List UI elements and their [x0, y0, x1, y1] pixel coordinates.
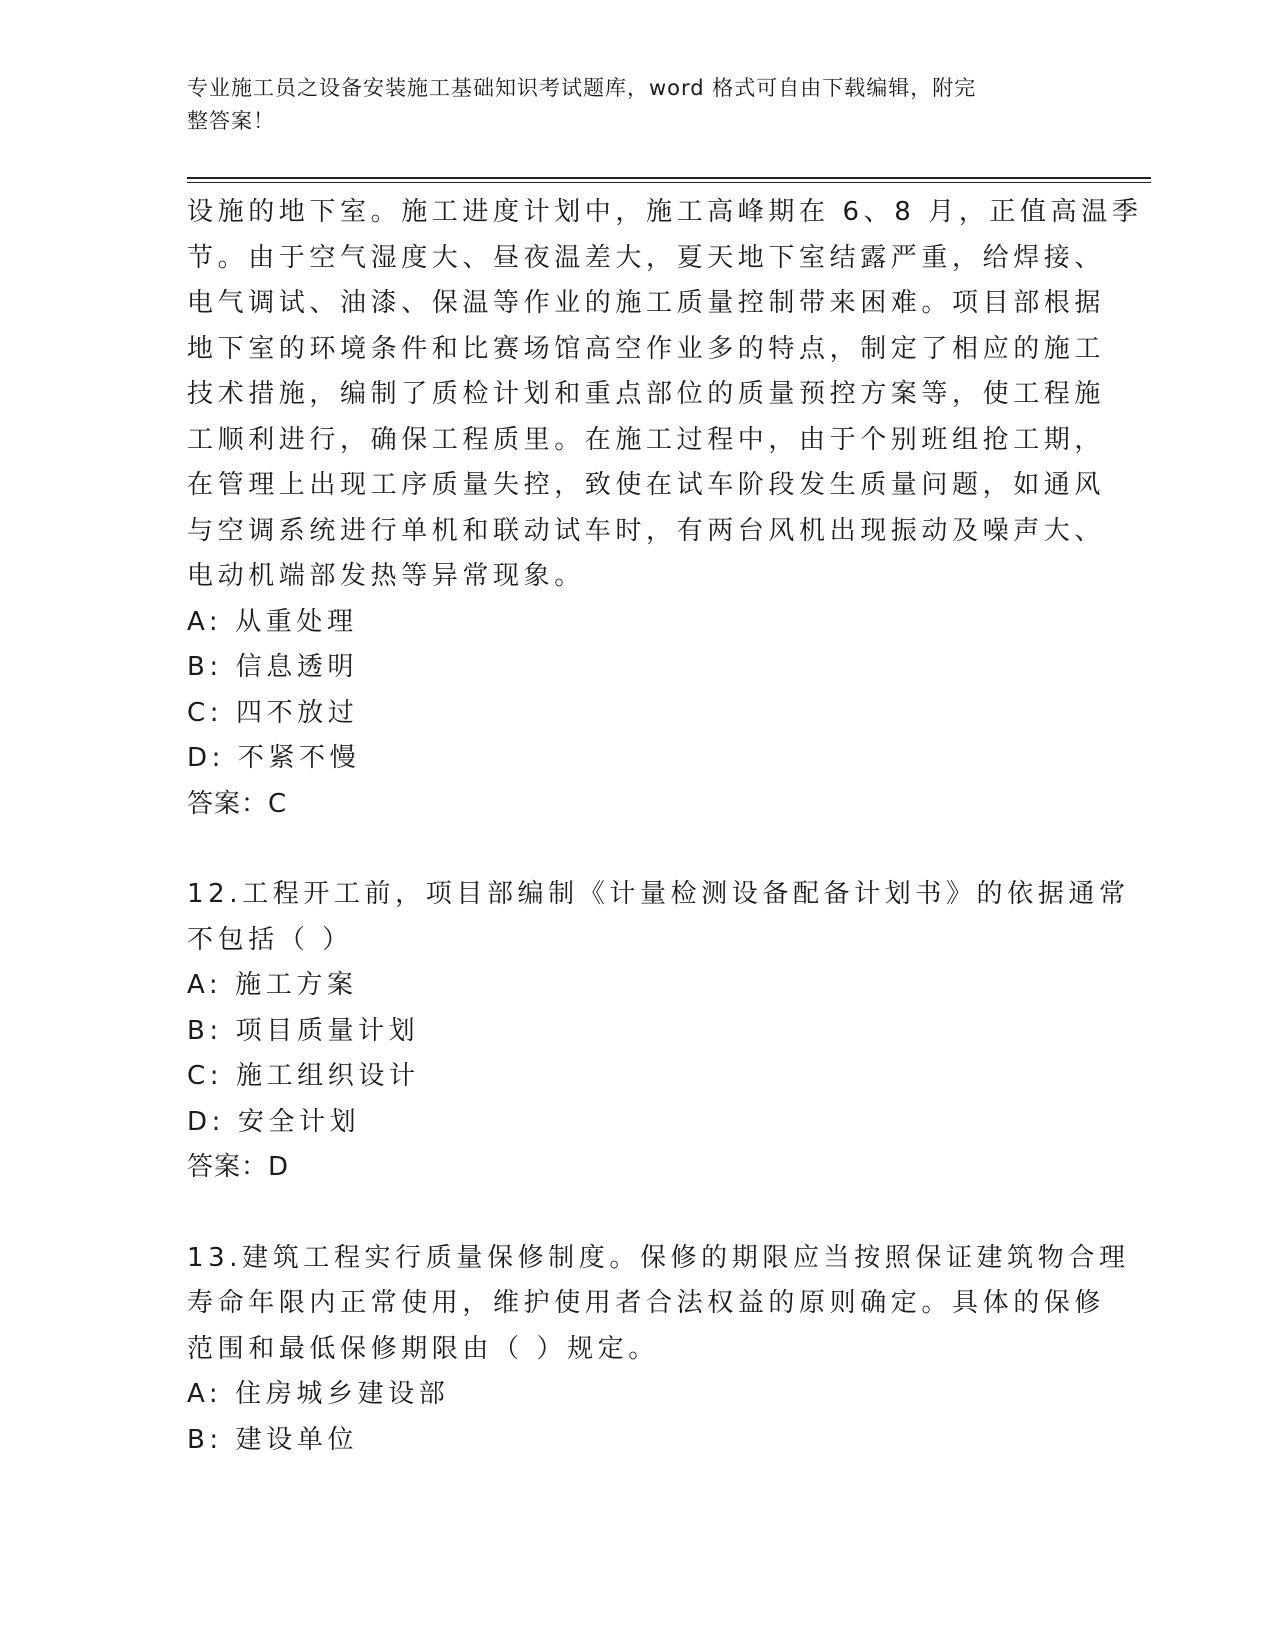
header-line-1: 专业施工员之设备安装施工基础知识考试题库，word 格式可自由下载编辑，附完: [187, 76, 977, 100]
question-12: [187, 872, 1130, 1191]
option-d: D: 不紧不慢: [187, 743, 361, 773]
question-stem-line: 寿命年限内正常使用，维护使用者合法权益的原则确定。具体的保修: [187, 1288, 1106, 1318]
option-a: A: 住房城乡建设部: [187, 1379, 450, 1409]
passage-line: 电气调试、油漆、保温等作业的施工质量控制带来困难。项目部根据: [187, 288, 1106, 318]
question-13: [187, 1236, 1130, 1464]
passage-line: 在管理上出现工序质量失控，致使在试车阶段发生质量问题，如通风: [187, 470, 1106, 500]
question-stem-line: 不包括（ ）: [187, 924, 353, 955]
spacer: [187, 1191, 1087, 1236]
passage-line: 工顺利进行，确保工程质里。在施工过程中，由于个别班组抢工期，: [187, 424, 1106, 455]
page-header: [187, 72, 1067, 138]
document-body: [187, 190, 1143, 1463]
passage-line: 技术措施，编制了质检计划和重点部位的质量预控方案等，使工程施: [187, 379, 1106, 409]
option-b: B: 信息透明: [187, 652, 359, 682]
passage-line: 电动机端部发热等异常现象。: [187, 561, 585, 591]
header-rule-thin: [187, 182, 1151, 183]
question-11-options: [187, 600, 1087, 782]
passage-line: 地下室的环境条件和比赛场馆高空作业多的特点，制定了相应的施工: [187, 333, 1106, 364]
option-b: B: 建设单位: [187, 1424, 359, 1455]
passage-line: 设施的地下室。施工进度计划中，施工高峰期在 6、8 月，正值高温季: [187, 197, 1143, 227]
option-a: A: 施工方案: [187, 970, 358, 1000]
question-stem-line: 12.工程开工前，项目部编制《计量检测设备配备计划书》的依据通常: [187, 879, 1130, 909]
spacer: [187, 827, 1087, 872]
option-c: C: 四不放过: [187, 697, 359, 728]
option-c: C: 施工组织设计: [187, 1061, 420, 1091]
question-12-answer: 答案：D: [187, 1152, 290, 1182]
option-d: D: 安全计划: [187, 1106, 361, 1137]
option-a: A: 从重处理: [187, 606, 358, 637]
question-stem-line: 范围和最低保修期限由（ ）规定。: [187, 1333, 659, 1364]
passage-line: 与空调系统进行单机和联动试车时，有两台风机出现振动及噪声大、: [187, 515, 1106, 546]
question-11-answer: 答案：C: [187, 788, 288, 819]
header-rule-thick: [187, 177, 1151, 179]
header-line-2: 整答案！: [187, 109, 275, 133]
option-b: B: 项目质量计划: [187, 1015, 420, 1046]
question-11-passage: [187, 190, 1143, 600]
question-stem-line: 13.建筑工程实行质量保修制度。保修的期限应当按照保证建筑物合理: [187, 1242, 1130, 1273]
passage-line: 节。由于空气湿度大、昼夜温差大，夏天地下室结露严重，给焊接、: [187, 242, 1106, 273]
